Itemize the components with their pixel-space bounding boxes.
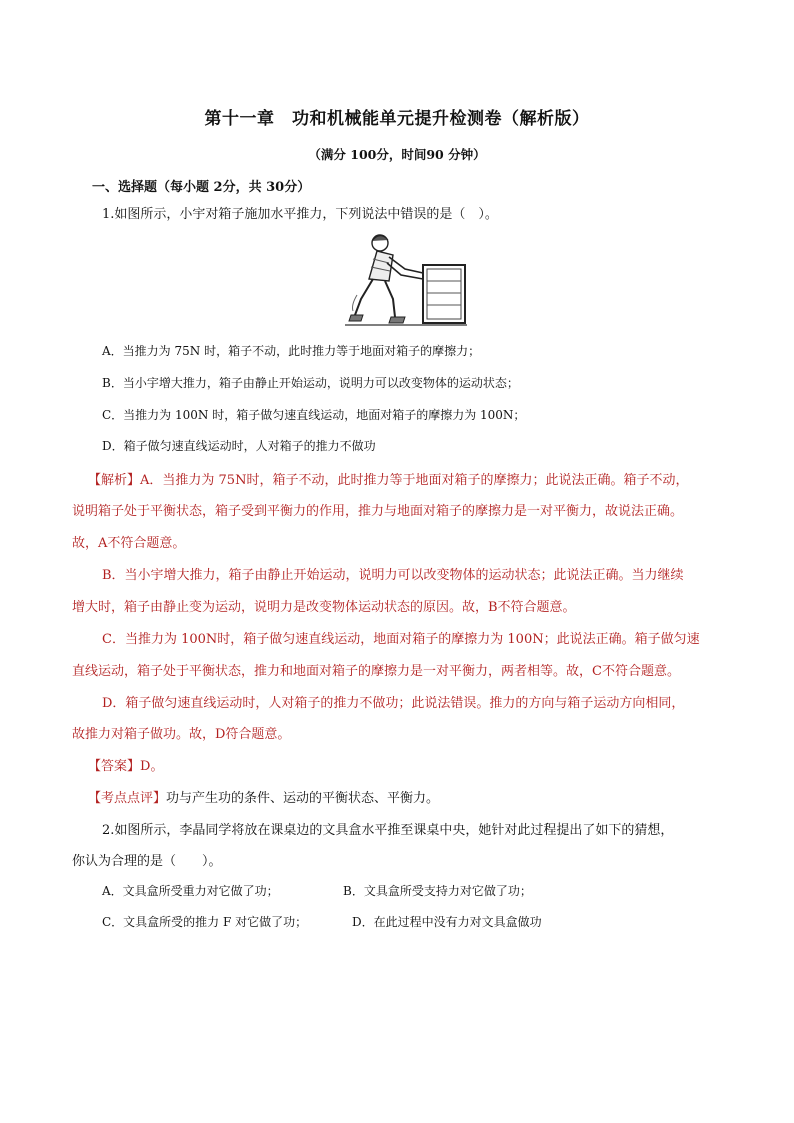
q1-analysis-line-4: B．当小宇增大推力，箱子由静止开始运动，说明力可以改变物体的运动状态；此说法正确。当力继续 xyxy=(102,568,684,583)
page-subtitle: （满分 100分，时间90 分钟） xyxy=(308,147,486,162)
comment-text: 功与产生功的条件、运动的平衡状态、平衡力。 xyxy=(166,791,440,806)
q2-option-d: D．在此过程中没有力对文具盒做功 xyxy=(352,915,542,929)
q1-analysis-line-6: C．当推力为 100N时，箱子做匀速直线运动，地面对箱子的摩擦力为 100N；此说法正确。箱子做匀速 xyxy=(102,632,700,647)
boy-pushing-box-figure xyxy=(343,229,467,329)
q1-analysis-line-9: 故推力对箱子做功。故，D符合题意。 xyxy=(72,727,291,742)
q1-analysis-line-2: 说明箱子处于平衡状态，箱子受到平衡力的作用，推力与地面对箱子的摩擦力是一对平衡力，故说法正确。 xyxy=(72,504,684,519)
section-heading: 一、选择题（每小题 2分，共 30分） xyxy=(92,180,311,195)
q1-analysis-line-7: 直线运动，箱子处于平衡状态，推力和地面对箱子的摩擦力是一对平衡力，两者相等。故，C不符合题意。 xyxy=(72,664,680,679)
answer-tag: 【答案】 xyxy=(88,759,141,774)
q1-analysis-line-8: D．箱子做匀速直线运动时，人对箱子的推力不做功；此说法错误。推力的方向与箱子运动方向相同， xyxy=(102,696,685,711)
q2-stem-line-1: 2.如图所示，李晶同学将放在课桌边的文具盒水平推至课桌中央，她针对此过程提出了如下的猜想， xyxy=(102,823,674,838)
q1-option-a: A．当推力为 75N 时，箱子不动，此时推力等于地面对箱子的摩擦力； xyxy=(102,344,481,358)
q1-option-d: D．箱子做匀速直线运动时，人对箱子的推力不做功 xyxy=(102,439,376,453)
page-title: 第十一章 功和机械能单元提升检测卷（解析版） xyxy=(204,109,590,129)
q1-analysis-line-3: 故，A不符合题意。 xyxy=(72,536,186,551)
q1-analysis-line-5: 增大时，箱子由静止变为运动，说明力是改变物体运动状态的原因。故，B不符合题意。 xyxy=(72,600,576,615)
comment-tag: 【考点点评】 xyxy=(88,791,167,806)
q1-analysis-line-1: 【解析】A．当推力为 75N时，箱子不动，此时推力等于地面对箱子的摩擦力；此说法正确。箱子不动， xyxy=(88,473,689,488)
q2-option-b: B．文具盒所受支持力对它做了功； xyxy=(343,884,532,898)
q1-option-b: B．当小宇增大推力，箱子由静止开始运动，说明力可以改变物体的运动状态； xyxy=(102,376,519,390)
q1-stem: 1.如图所示，小宇对箱子施加水平推力，下列说法中错误的是（ ）。 xyxy=(102,207,498,222)
q1-answer xyxy=(88,755,163,774)
q2-stem-line-2: 你认为合理的是（ ）。 xyxy=(72,854,222,869)
answer-text: D。 xyxy=(140,759,164,774)
q2-option-c: C．文具盒所受的推力 F 对它做了功； xyxy=(102,915,308,929)
q1-option-c: C．当推力为 100N 时，箱子做匀速直线运动，地面对箱子的摩擦力为 100N； xyxy=(102,408,526,422)
q2-option-a: A．文具盒所受重力对它做了功； xyxy=(102,884,279,898)
analysis-tag: 【解析】 xyxy=(88,473,141,488)
q1-comment xyxy=(88,787,439,806)
